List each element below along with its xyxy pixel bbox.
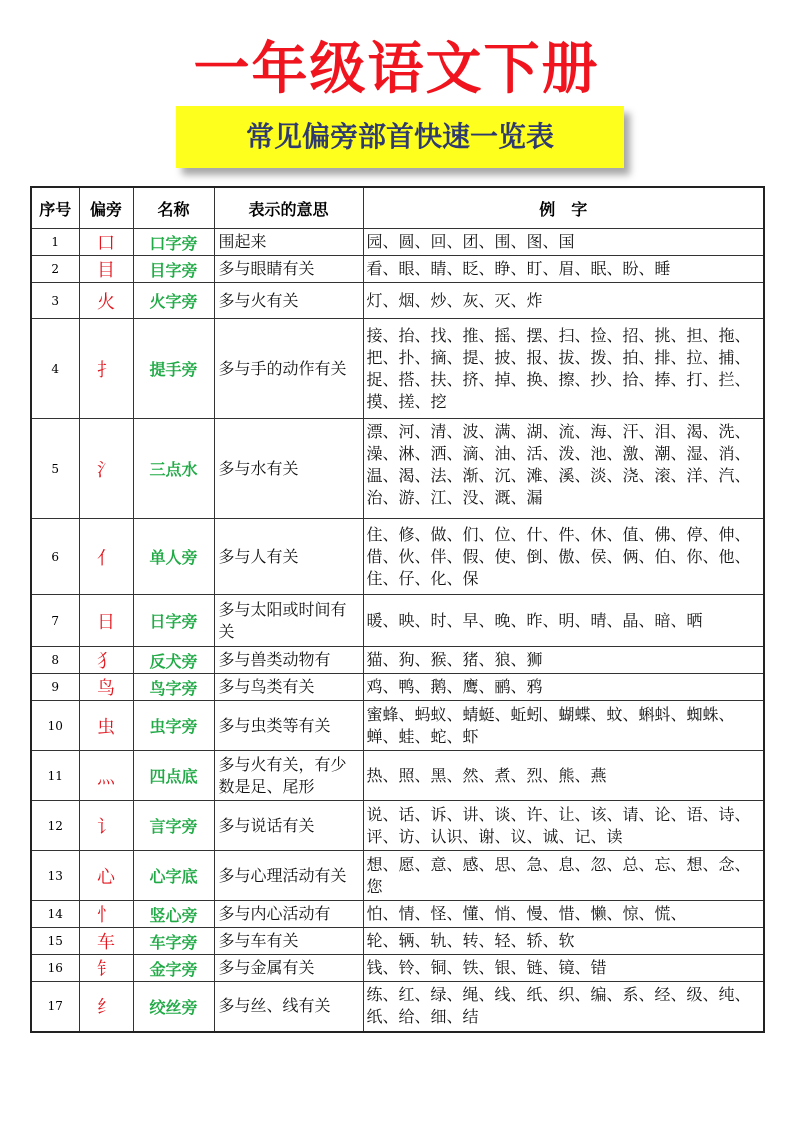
examples-cell: 热、照、黑、然、煮、烈、熊、燕	[363, 751, 764, 801]
table-row	[31, 982, 764, 1032]
examples-cell: 接、抬、找、推、摇、摆、扫、捡、招、挑、担、拖、把、扑、摘、提、披、报、拔、拨、拍、排、拉、捕、捉、搭、扶、挤、掉、换、擦、抄、拾、捧、打、拦、摸、搓、挖	[363, 319, 764, 419]
header-radical: 偏旁	[79, 187, 133, 229]
radical-cell: 扌	[79, 319, 133, 419]
meaning-cell: 多与人有关	[214, 519, 363, 595]
header-examples: 例 字	[363, 187, 764, 229]
table-row	[31, 319, 764, 419]
row-number: 15	[31, 928, 79, 955]
radical-name: 单人旁	[133, 519, 214, 595]
radical-cell: 目	[79, 256, 133, 283]
meaning-cell: 多与火有关，有少数是足、尾形	[214, 751, 363, 801]
header-name: 名称	[133, 187, 214, 229]
row-number: 1	[31, 229, 79, 256]
radical-cell: 鸟	[79, 674, 133, 701]
meaning-cell: 多与火有关	[214, 283, 363, 319]
radical-name: 四点底	[133, 751, 214, 801]
radical-name: 口字旁	[133, 229, 214, 256]
radical-cell: 虫	[79, 701, 133, 751]
radical-name: 绞丝旁	[133, 982, 214, 1032]
examples-cell: 想、愿、意、感、思、急、息、忽、总、忘、想、念、您	[363, 851, 764, 901]
row-number: 4	[31, 319, 79, 419]
table-row	[31, 851, 764, 901]
meaning-cell: 多与水有关	[214, 419, 363, 519]
examples-cell: 鸡、鸭、鹅、鹰、鹂、鸦	[363, 674, 764, 701]
meaning-cell: 多与金属有关	[214, 955, 363, 982]
row-number: 16	[31, 955, 79, 982]
radical-name: 鸟字旁	[133, 674, 214, 701]
meaning-cell: 围起来	[214, 229, 363, 256]
meaning-cell: 多与说话有关	[214, 801, 363, 851]
table-row	[31, 229, 764, 256]
meaning-cell: 多与丝、线有关	[214, 982, 363, 1032]
radical-name: 反犬旁	[133, 647, 214, 674]
radical-cell: 日	[79, 595, 133, 647]
row-number: 6	[31, 519, 79, 595]
row-number: 9	[31, 674, 79, 701]
row-number: 3	[31, 283, 79, 319]
table-row	[31, 647, 764, 674]
table-row	[31, 519, 764, 595]
row-number: 13	[31, 851, 79, 901]
subtitle-banner	[176, 106, 624, 168]
meaning-cell: 多与内心活动有	[214, 901, 363, 928]
header-row	[31, 187, 764, 229]
radical-name: 目字旁	[133, 256, 214, 283]
examples-cell: 暖、映、时、早、晚、昨、明、晴、晶、暗、晒	[363, 595, 764, 647]
radical-cell: 纟	[79, 982, 133, 1032]
radical-name: 心字底	[133, 851, 214, 901]
examples-cell: 猫、狗、猴、猪、狼、狮	[363, 647, 764, 674]
radical-cell: 忄	[79, 901, 133, 928]
examples-cell: 住、修、做、们、位、什、件、休、值、佛、停、伸、借、伙、伴、假、使、倒、傲、侯、俩、伯、你、他、住、仔、化、保	[363, 519, 764, 595]
examples-cell: 练、红、绿、绳、线、纸、织、编、系、经、级、纯、纸、给、细、结	[363, 982, 764, 1032]
examples-cell: 轮、辆、轨、转、轻、轿、软	[363, 928, 764, 955]
examples-cell: 怕、情、怪、懂、悄、慢、惜、懒、惊、慌、	[363, 901, 764, 928]
table-row	[31, 928, 764, 955]
radical-name: 日字旁	[133, 595, 214, 647]
examples-cell: 看、眼、睛、眨、睁、盯、眉、眠、盼、睡	[363, 256, 764, 283]
row-number: 8	[31, 647, 79, 674]
radical-table	[30, 186, 765, 1033]
meaning-cell: 多与鸟类有关	[214, 674, 363, 701]
examples-cell: 园、圆、回、团、围、图、国	[363, 229, 764, 256]
radical-cell: 灬	[79, 751, 133, 801]
examples-cell: 说、话、诉、讲、谈、许、让、该、请、论、语、诗、评、访、认识、谢、议、诚、记、读	[363, 801, 764, 851]
radical-name: 车字旁	[133, 928, 214, 955]
row-number: 7	[31, 595, 79, 647]
row-number: 17	[31, 982, 79, 1032]
table-row	[31, 801, 764, 851]
radical-cell: 心	[79, 851, 133, 901]
meaning-cell: 多与兽类动物有	[214, 647, 363, 674]
examples-cell: 钱、铃、铜、铁、银、链、镜、错	[363, 955, 764, 982]
header-meaning: 表示的意思	[214, 187, 363, 229]
examples-cell: 蜜蜂、蚂蚁、蜻蜓、蚯蚓、蝴蝶、蚊、蝌蚪、蜘蛛、蝉、蛙、蛇、虾	[363, 701, 764, 751]
meaning-cell: 多与眼睛有关	[214, 256, 363, 283]
row-number: 11	[31, 751, 79, 801]
radical-cell: 亻	[79, 519, 133, 595]
radical-cell: 口	[79, 229, 133, 256]
row-number: 2	[31, 256, 79, 283]
row-number: 12	[31, 801, 79, 851]
meaning-cell: 多与车有关	[214, 928, 363, 955]
table-row	[31, 674, 764, 701]
radical-name: 提手旁	[133, 319, 214, 419]
radical-name: 竖心旁	[133, 901, 214, 928]
page-title: 一年级语文下册	[193, 37, 600, 102]
header-number: 序号	[31, 187, 79, 229]
radical-cell: 车	[79, 928, 133, 955]
radical-name: 言字旁	[133, 801, 214, 851]
table-row	[31, 901, 764, 928]
radical-name: 金字旁	[133, 955, 214, 982]
radical-name: 火字旁	[133, 283, 214, 319]
table-row	[31, 955, 764, 982]
radical-cell: 讠	[79, 801, 133, 851]
table-row	[31, 256, 764, 283]
row-number: 10	[31, 701, 79, 751]
row-number: 14	[31, 901, 79, 928]
table-row	[31, 595, 764, 647]
meaning-cell: 多与心理活动有关	[214, 851, 363, 901]
examples-clip: 漂、河、清、波、满、湖、流、海、汗、泪、渴、洗、澡、淋、洒、滴、油、活、泼、池、激、潮、湿、消、温、渴、法、渐、沉、滩、溪、淡、浇、滚、洋、汽、治、游、江、没、溉、漏	[366, 421, 751, 507]
meaning-cell: 多与虫类等有关	[214, 701, 363, 751]
radical-cell: 犭	[79, 647, 133, 674]
examples-cell: 灯、烟、炒、灰、灭、炸	[363, 283, 764, 319]
subtitle: 常见偏旁部首快速一览表	[245, 120, 554, 153]
meaning-cell: 多与太阳或时间有关	[214, 595, 363, 647]
radical-cell: 氵	[79, 419, 133, 519]
meaning-cell: 多与手的动作有关	[214, 319, 363, 419]
table-row	[31, 701, 764, 751]
radical-cell: 火	[79, 283, 133, 319]
radical-name: 虫字旁	[133, 701, 214, 751]
examples-cell	[363, 419, 764, 519]
table-row	[31, 419, 764, 519]
table-row	[31, 283, 764, 319]
radical-cell: 钅	[79, 955, 133, 982]
row-number: 5	[31, 419, 79, 519]
radical-name: 三点水	[133, 419, 214, 519]
table-row	[31, 751, 764, 801]
